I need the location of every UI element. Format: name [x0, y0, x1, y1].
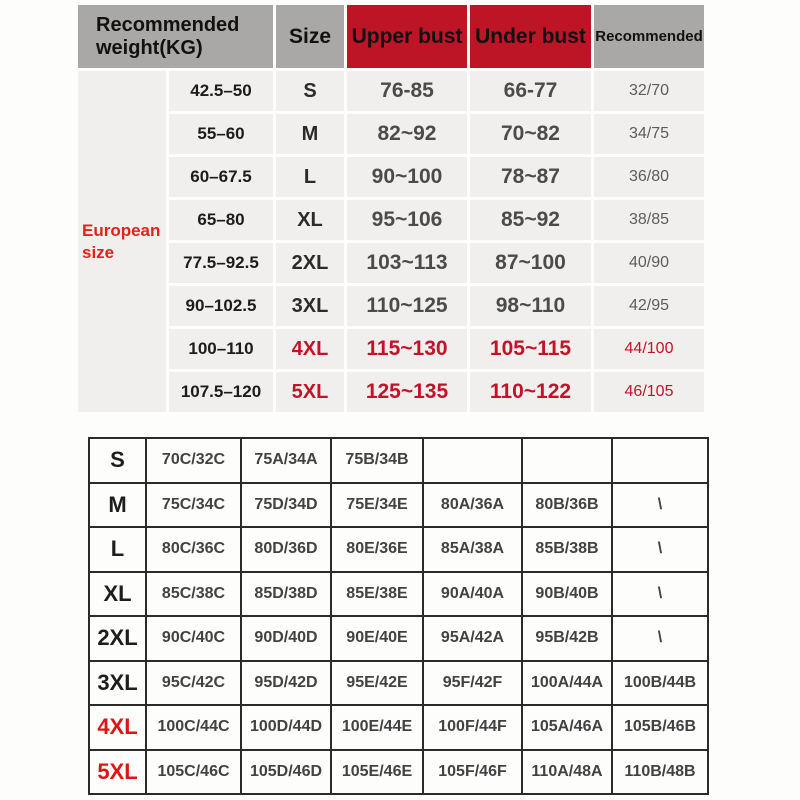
table-row — [89, 438, 708, 483]
bra-size-cell: 90E/40E — [331, 616, 423, 661]
under-bust-cell: 105~115 — [470, 329, 591, 369]
size-cell: S — [276, 71, 344, 111]
size-cell: 2XL — [276, 243, 344, 283]
recommended-cell: 46/105 — [594, 372, 704, 412]
recommended-cell: 34/75 — [594, 114, 704, 154]
weight-cell: 42.5–50 — [169, 71, 273, 111]
bra-size-cell: 90D/40D — [241, 616, 331, 661]
size-label-cell: S — [89, 438, 146, 483]
size-cell: 5XL — [276, 372, 344, 412]
weight-cell: 90–102.5 — [169, 286, 273, 326]
table-row — [89, 705, 708, 750]
under-bust-cell: 87~100 — [470, 243, 591, 283]
bra-size-cell: 100A/44A — [522, 661, 612, 706]
bra-size-cell: 90B/40B — [522, 572, 612, 617]
upper-bust-cell: 95~106 — [347, 200, 467, 240]
bra-size-cell: 90C/40C — [146, 616, 241, 661]
bra-size-cell: 100B/44B — [612, 661, 708, 706]
recommended-cell: 32/70 — [594, 71, 704, 111]
upper-bust-cell: 115~130 — [347, 329, 467, 369]
table-row — [89, 527, 708, 572]
recommended-cell: 44/100 — [594, 329, 704, 369]
size-label-cell: XL — [89, 572, 146, 617]
bra-size-cell: 75C/34C — [146, 483, 241, 528]
size-cell: M — [276, 114, 344, 154]
weight-cell: 55–60 — [169, 114, 273, 154]
under-bust-cell: 70~82 — [470, 114, 591, 154]
size-label-cell: 5XL — [89, 750, 146, 795]
bra-size-cell: 105A/46A — [522, 705, 612, 750]
bra-size-cell: 105E/46E — [331, 750, 423, 795]
bra-size-table — [88, 437, 709, 795]
bra-size-cell: 80D/36D — [241, 527, 331, 572]
under-bust-cell: 78~87 — [470, 157, 591, 197]
bra-size-cell: 110A/48A — [522, 750, 612, 795]
size-cell: 4XL — [276, 329, 344, 369]
bra-size-cell: \ — [612, 616, 708, 661]
under-bust-cell: 98~110 — [470, 286, 591, 326]
bra-size-cell: \ — [612, 572, 708, 617]
table-row — [89, 616, 708, 661]
bra-size-cell: 95A/42A — [423, 616, 522, 661]
weight-cell: 107.5–120 — [169, 372, 273, 412]
size-label-cell: L — [89, 527, 146, 572]
bra-size-cell: 95C/42C — [146, 661, 241, 706]
table-row — [89, 572, 708, 617]
header-size: Size — [276, 5, 344, 68]
upper-bust-cell: 103~113 — [347, 243, 467, 283]
weight-cell: 100–110 — [169, 329, 273, 369]
upper-bust-cell: 82~92 — [347, 114, 467, 154]
under-bust-cell: 85~92 — [470, 200, 591, 240]
size-cell: XL — [276, 200, 344, 240]
bra-size-cell — [423, 438, 522, 483]
bra-size-cell: 110B/48B — [612, 750, 708, 795]
bra-size-cell: 100E/44E — [331, 705, 423, 750]
measurement-size-table — [78, 5, 704, 412]
bra-size-cell: \ — [612, 527, 708, 572]
recommended-cell: 36/80 — [594, 157, 704, 197]
bra-size-cell: 90A/40A — [423, 572, 522, 617]
bra-size-cell: 80E/36E — [331, 527, 423, 572]
under-bust-cell: 66-77 — [470, 71, 591, 111]
recommended-cell: 42/95 — [594, 286, 704, 326]
header-recommended: Recommended — [594, 5, 704, 68]
bra-size-cell: 105C/46C — [146, 750, 241, 795]
under-bust-cell: 110~122 — [470, 372, 591, 412]
upper-bust-cell: 76-85 — [347, 71, 467, 111]
table-row — [89, 661, 708, 706]
bra-size-cell: 85C/38C — [146, 572, 241, 617]
bra-size-cell: 100C/44C — [146, 705, 241, 750]
bra-size-cell: 95F/42F — [423, 661, 522, 706]
size-label-cell: 4XL — [89, 705, 146, 750]
size-label-cell: 2XL — [89, 616, 146, 661]
size-label-cell: M — [89, 483, 146, 528]
bra-size-cell: 95D/42D — [241, 661, 331, 706]
bra-size-cell: 80C/36C — [146, 527, 241, 572]
bra-size-cell: 95B/42B — [522, 616, 612, 661]
bra-size-cell — [612, 438, 708, 483]
bra-size-cell: 100D/44D — [241, 705, 331, 750]
recommended-cell: 40/90 — [594, 243, 704, 283]
upper-bust-cell: 125~135 — [347, 372, 467, 412]
bra-size-cell — [522, 438, 612, 483]
bra-size-cell: 75D/34D — [241, 483, 331, 528]
bra-size-cell: 75B/34B — [331, 438, 423, 483]
bra-size-cell: 85E/38E — [331, 572, 423, 617]
bra-size-cell: 105D/46D — [241, 750, 331, 795]
recommended-cell: 38/85 — [594, 200, 704, 240]
weight-cell: 60–67.5 — [169, 157, 273, 197]
bra-size-cell: 85B/38B — [522, 527, 612, 572]
bra-size-cell: 105B/46B — [612, 705, 708, 750]
bra-size-cell: 85A/38A — [423, 527, 522, 572]
weight-cell: 65–80 — [169, 200, 273, 240]
bra-size-cell: \ — [612, 483, 708, 528]
bra-size-cell: 80A/36A — [423, 483, 522, 528]
bra-size-cell: 85D/38D — [241, 572, 331, 617]
weight-cell: 77.5–92.5 — [169, 243, 273, 283]
bra-size-cell: 75E/34E — [331, 483, 423, 528]
bra-size-cell: 100F/44F — [423, 705, 522, 750]
upper-bust-cell: 110~125 — [347, 286, 467, 326]
size-cell: 3XL — [276, 286, 344, 326]
size-label-cell: 3XL — [89, 661, 146, 706]
header-recommended-weight: Recommended weight(KG) — [78, 5, 273, 68]
bra-size-cell: 105F/46F — [423, 750, 522, 795]
header-under-bust: Under bust — [470, 5, 591, 68]
european-size-label: European size — [78, 71, 166, 412]
upper-bust-cell: 90~100 — [347, 157, 467, 197]
bra-size-cell: 80B/36B — [522, 483, 612, 528]
header-upper-bust: Upper bust — [347, 5, 467, 68]
bra-size-cell: 95E/42E — [331, 661, 423, 706]
size-cell: L — [276, 157, 344, 197]
table-row — [89, 750, 708, 795]
bra-size-cell: 70C/32C — [146, 438, 241, 483]
bra-size-cell: 75A/34A — [241, 438, 331, 483]
table-row — [89, 483, 708, 528]
